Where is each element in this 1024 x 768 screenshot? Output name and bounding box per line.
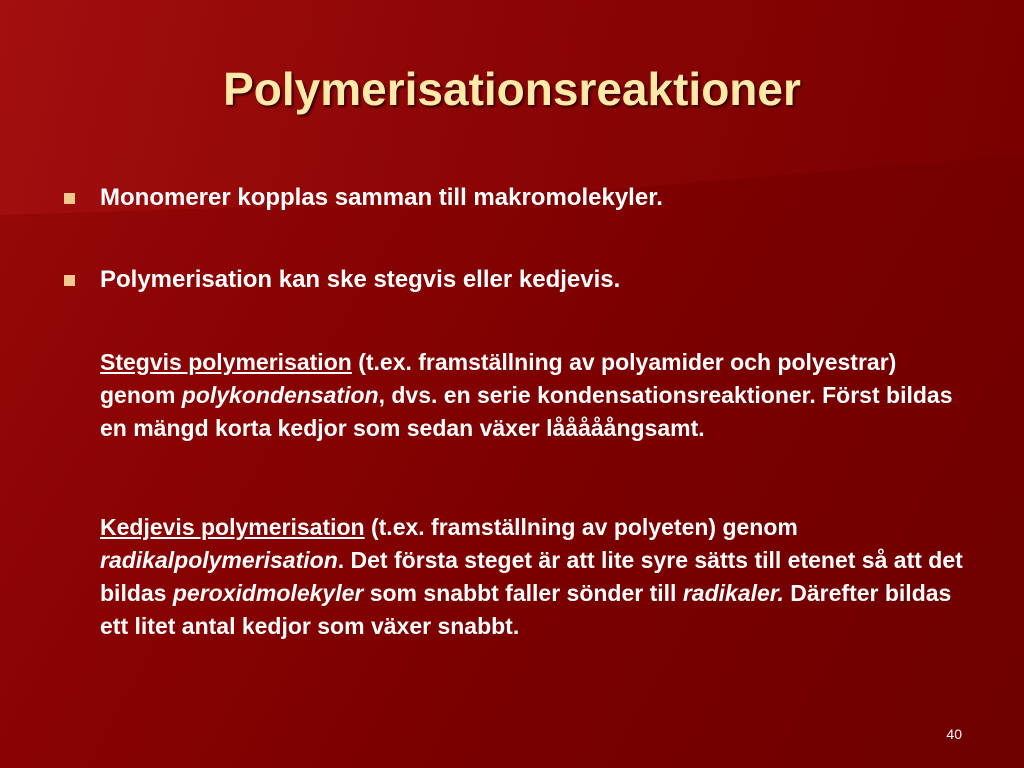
paragraph-text: som snabbt faller sönder till	[363, 580, 683, 606]
kedjevis-term: Kedjevis polymerisation	[100, 514, 365, 540]
bullet-item-1	[64, 184, 663, 212]
kedjevis-paragraph	[100, 511, 970, 643]
bullet-text: Monomerer kopplas samman till makromolekyler.	[100, 184, 663, 211]
emphasized-term: radikalpolymerisation	[100, 547, 338, 573]
slide-number: 40	[946, 726, 962, 742]
stegvis-paragraph	[100, 346, 970, 445]
slide-title: Polymerisationsreaktioner	[223, 63, 801, 115]
emphasized-term: peroxidmolekyler	[172, 580, 364, 606]
square-bullet-icon	[64, 275, 75, 286]
square-bullet-icon	[64, 193, 75, 204]
paragraph-text: (t.ex. framställning av polyeten) genom	[364, 514, 798, 540]
emphasized-term: radikaler.	[682, 580, 784, 606]
emphasized-term: polykondensation	[181, 382, 379, 408]
stegvis-term: Stegvis polymerisation	[100, 349, 352, 375]
paragraph-text: , dvs. en serie kondensationsreaktioner. Först bildas en mängd korta kedjor som sedan växer lååååångsamt.	[100, 382, 953, 441]
paragraph-text: Därefter bildas ett litet antal kedjor som växer snabbt.	[100, 580, 952, 639]
paragraph-text: (t.ex. framställning av polyamider och polyestrar) genom	[100, 349, 897, 408]
paragraph-text: . Det första steget är att lite syre sätts till etenet så att det bildas	[100, 547, 963, 606]
bullet-text: Polymerisation kan ske stegvis eller kedjevis.	[100, 266, 621, 293]
bullet-item-2	[64, 266, 620, 294]
